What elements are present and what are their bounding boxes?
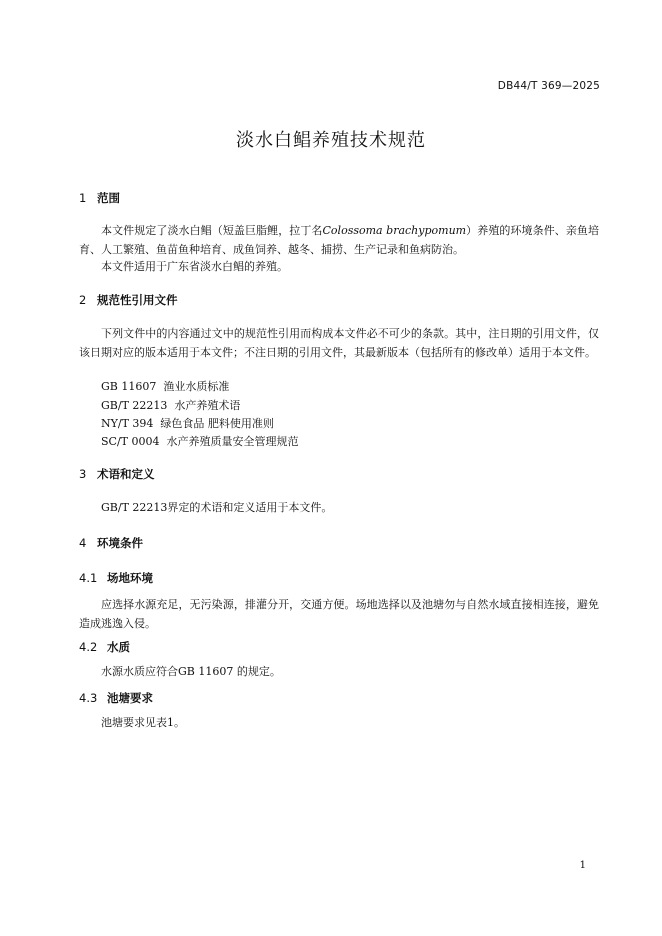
section-title: 环境条件 bbox=[97, 536, 143, 550]
section-1-paragraph-1 bbox=[79, 221, 599, 259]
subsection-title: 水质 bbox=[107, 640, 130, 654]
subsection-4-2-paragraph: 水源水质应符合GB 11607 的规定。 bbox=[101, 665, 281, 678]
reference-item: SC/T 0004 水产养殖质量安全管理规范 bbox=[101, 435, 299, 448]
subsection-4-3-heading bbox=[79, 690, 153, 706]
subsection-4-1-heading bbox=[79, 570, 153, 586]
section-3-heading bbox=[79, 466, 155, 482]
reference-item: GB 11607 渔业水质标准 bbox=[101, 380, 230, 393]
subsection-title: 池塘要求 bbox=[107, 691, 153, 705]
reference-item: NY/T 394 绿色食品 肥料使用准则 bbox=[101, 417, 274, 430]
subsection-number: 4.1 bbox=[79, 571, 98, 585]
page-title: 淡水白鲳养殖技术规范 bbox=[236, 130, 426, 151]
subsection-4-2-heading bbox=[79, 639, 130, 655]
section-3-paragraph-1: GB/T 22213界定的术语和定义适用于本文件。 bbox=[101, 501, 333, 514]
subsection-4-1-paragraph: 应选择水源充足，无污染源，排灌分开，交通方便。场地选择以及池塘勿与自然水域直接相连接，避免造成逃逸入侵。 bbox=[79, 598, 599, 630]
section-2-heading bbox=[79, 292, 178, 308]
subsection-number: 4.2 bbox=[79, 640, 98, 654]
section-title: 术语和定义 bbox=[97, 467, 155, 481]
document-code: DB44/T 369—2025 bbox=[497, 80, 600, 92]
section-number: 2 bbox=[79, 293, 87, 307]
section-number: 4 bbox=[79, 536, 87, 550]
page-number: 1 bbox=[579, 860, 586, 871]
section-1-paragraph-2: 本文件适用于广东省淡水白鲳的养殖。 bbox=[101, 260, 288, 273]
section-4-heading bbox=[79, 535, 143, 551]
section-1-heading bbox=[79, 190, 120, 206]
text-part: 本文件规定了淡水白鲳（短盖巨脂鲤，拉丁名 bbox=[101, 224, 323, 237]
subsection-number: 4.3 bbox=[79, 691, 98, 705]
text-part: ）养殖的环境条件、亲鱼培育、人工繁殖、鱼苗鱼种培育、成鱼饲养、越冬、捕捞、生产记录和鱼病防治。 bbox=[79, 224, 600, 256]
section-title: 规范性引用文件 bbox=[97, 293, 178, 307]
subsection-4-3-paragraph: 池塘要求见表1。 bbox=[101, 716, 185, 729]
section-title: 范围 bbox=[97, 191, 120, 205]
reference-item: GB/T 22213 水产养殖术语 bbox=[101, 399, 241, 412]
subsection-title: 场地环境 bbox=[107, 571, 153, 585]
section-number: 3 bbox=[79, 467, 87, 481]
section-number: 1 bbox=[79, 191, 87, 205]
section-2-paragraph-1: 下列文件中的内容通过文中的规范性引用而构成本文件必不可少的条款。其中，注日期的引用文件，仅该日期对应的版本适用于本文件；不注日期的引用文件，其最新版本（包括所有的修改单）适用于本文件。 bbox=[79, 327, 599, 359]
latin-name: Colossoma brachypomum bbox=[322, 224, 467, 237]
